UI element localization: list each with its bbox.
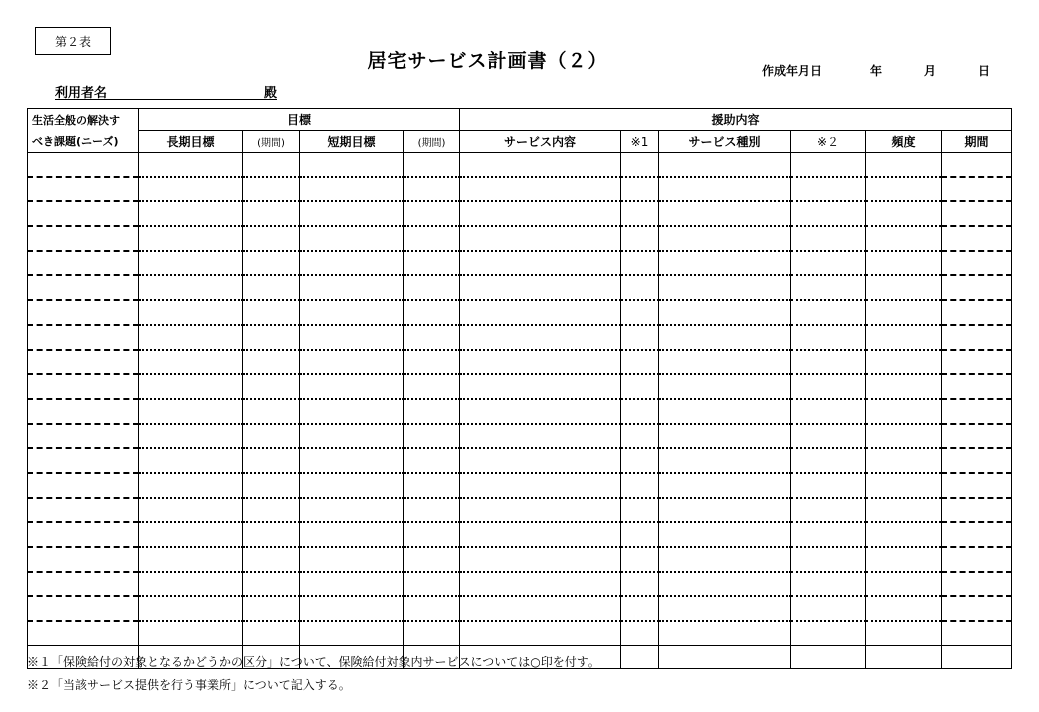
cell-long-term-goal[interactable] — [139, 498, 243, 523]
cell-period[interactable] — [942, 424, 1012, 449]
cell-long-term-goal[interactable] — [139, 621, 243, 645]
cell-period[interactable] — [942, 645, 1012, 668]
cell-long-term-period[interactable] — [243, 621, 300, 645]
cell-note1[interactable] — [621, 153, 659, 177]
cell-long-term-period[interactable] — [243, 177, 300, 202]
cell-frequency[interactable] — [866, 448, 942, 473]
cell-service-content[interactable] — [460, 522, 621, 547]
cell-short-term-goal[interactable] — [300, 448, 404, 473]
cell-period[interactable] — [942, 473, 1012, 498]
cell-short-term-goal[interactable] — [300, 547, 404, 572]
cell-service-type[interactable] — [659, 473, 791, 498]
cell-long-term-goal[interactable] — [139, 251, 243, 276]
creation-month-label: 月 — [924, 64, 937, 78]
cell-needs[interactable] — [28, 177, 139, 202]
cell-period[interactable] — [942, 251, 1012, 276]
table-row — [28, 522, 1012, 547]
cell-note2[interactable] — [791, 325, 866, 350]
cell-short-term-goal[interactable] — [300, 300, 404, 325]
cell-frequency[interactable] — [866, 498, 942, 523]
cell-period[interactable] — [942, 399, 1012, 424]
cell-frequency[interactable] — [866, 621, 942, 645]
needs-header-line1: 生活全般の解決す — [28, 109, 139, 131]
table-row — [28, 300, 1012, 325]
cell-needs[interactable] — [28, 275, 139, 300]
cell-note1[interactable] — [621, 201, 659, 226]
cell-short-term-period[interactable] — [404, 498, 460, 523]
cell-period[interactable] — [942, 498, 1012, 523]
col-note2: ※２ — [791, 131, 866, 153]
cell-period[interactable] — [942, 177, 1012, 202]
cell-note1[interactable] — [621, 275, 659, 300]
cell-short-term-goal[interactable] — [300, 374, 404, 399]
table-row — [28, 498, 1012, 523]
cell-service-content[interactable] — [460, 226, 621, 251]
cell-period[interactable] — [942, 374, 1012, 399]
cell-frequency[interactable] — [866, 300, 942, 325]
table-row — [28, 325, 1012, 350]
cell-needs[interactable] — [28, 325, 139, 350]
footnote-1: ※１「保険給付の対象となるかどうかの区分」について、保険給付対象内サービスについては○印を付す。 — [27, 655, 600, 669]
cell-note1[interactable] — [621, 645, 659, 668]
cell-long-term-goal[interactable] — [139, 473, 243, 498]
table-row — [28, 572, 1012, 597]
table-row — [28, 448, 1012, 473]
table-body — [28, 153, 1012, 669]
cell-long-term-goal[interactable] — [139, 596, 243, 621]
cell-long-term-goal[interactable] — [139, 547, 243, 572]
cell-note2[interactable] — [791, 596, 866, 621]
cell-note2[interactable] — [791, 153, 866, 177]
cell-service-content[interactable] — [460, 275, 621, 300]
form-number: 第２表 — [54, 34, 91, 49]
cell-needs[interactable] — [28, 596, 139, 621]
cell-needs[interactable] — [28, 226, 139, 251]
cell-long-term-goal[interactable] — [139, 350, 243, 375]
cell-period[interactable] — [942, 448, 1012, 473]
cell-short-term-period[interactable] — [404, 424, 460, 449]
col-long-term-goal: 長期目標 — [139, 131, 243, 153]
cell-service-type[interactable] — [659, 325, 791, 350]
table-row — [28, 275, 1012, 300]
needs-header-line2: べき課題(ニーズ) — [28, 131, 139, 153]
cell-period[interactable] — [942, 596, 1012, 621]
col-period: 期間 — [942, 131, 1012, 153]
cell-long-term-period[interactable] — [243, 522, 300, 547]
cell-needs[interactable] — [28, 522, 139, 547]
cell-note1[interactable] — [621, 448, 659, 473]
cell-note1[interactable] — [621, 325, 659, 350]
cell-frequency[interactable] — [866, 374, 942, 399]
goals-group-header: 目標 — [139, 109, 460, 131]
cell-short-term-goal[interactable] — [300, 153, 404, 177]
cell-service-type[interactable] — [659, 399, 791, 424]
cell-needs[interactable] — [28, 201, 139, 226]
cell-frequency[interactable] — [866, 350, 942, 375]
cell-service-type[interactable] — [659, 153, 791, 177]
cell-note2[interactable] — [791, 300, 866, 325]
cell-service-type[interactable] — [659, 275, 791, 300]
table-row — [28, 177, 1012, 202]
header-row-group — [28, 109, 1012, 131]
cell-long-term-goal[interactable] — [139, 522, 243, 547]
cell-short-term-period[interactable] — [404, 572, 460, 597]
support-group-header: 援助内容 — [460, 109, 1012, 131]
cell-short-term-goal[interactable] — [300, 572, 404, 597]
cell-frequency[interactable] — [866, 226, 942, 251]
cell-service-type[interactable] — [659, 251, 791, 276]
cell-short-term-goal[interactable] — [300, 350, 404, 375]
table-row — [28, 473, 1012, 498]
cell-service-content[interactable] — [460, 424, 621, 449]
cell-long-term-period[interactable] — [243, 448, 300, 473]
cell-short-term-period[interactable] — [404, 251, 460, 276]
cell-service-content[interactable] — [460, 547, 621, 572]
cell-long-term-period[interactable] — [243, 325, 300, 350]
cell-note1[interactable] — [621, 572, 659, 597]
cell-service-content[interactable] — [460, 177, 621, 202]
cell-short-term-period[interactable] — [404, 621, 460, 645]
cell-short-term-period[interactable] — [404, 448, 460, 473]
table-row — [28, 251, 1012, 276]
cell-short-term-period[interactable] — [404, 325, 460, 350]
table-row — [28, 350, 1012, 375]
table-row — [28, 547, 1012, 572]
cell-note1[interactable] — [621, 473, 659, 498]
cell-service-content[interactable] — [460, 399, 621, 424]
cell-note2[interactable] — [791, 645, 866, 668]
cell-note1[interactable] — [621, 621, 659, 645]
cell-period[interactable] — [942, 275, 1012, 300]
cell-frequency[interactable] — [866, 399, 942, 424]
cell-needs[interactable] — [28, 251, 139, 276]
col-short-term-goal: 短期目標 — [300, 131, 404, 153]
cell-service-type[interactable] — [659, 424, 791, 449]
cell-frequency[interactable] — [866, 522, 942, 547]
cell-service-type[interactable] — [659, 226, 791, 251]
cell-frequency[interactable] — [866, 275, 942, 300]
table-row — [28, 374, 1012, 399]
cell-short-term-period[interactable] — [404, 596, 460, 621]
cell-long-term-period[interactable] — [243, 547, 300, 572]
col-long-term-period: (期間) — [243, 131, 300, 153]
cell-long-term-goal[interactable] — [139, 201, 243, 226]
cell-period[interactable] — [942, 300, 1012, 325]
cell-note1[interactable] — [621, 374, 659, 399]
cell-service-content[interactable] — [460, 374, 621, 399]
cell-short-term-goal[interactable] — [300, 399, 404, 424]
cell-short-term-period[interactable] — [404, 374, 460, 399]
cell-short-term-goal[interactable] — [300, 498, 404, 523]
cell-long-term-goal[interactable] — [139, 177, 243, 202]
cell-period[interactable] — [942, 325, 1012, 350]
user-name-field[interactable] — [55, 82, 277, 100]
cell-short-term-goal[interactable] — [300, 473, 404, 498]
table-row — [28, 153, 1012, 177]
cell-long-term-period[interactable] — [243, 399, 300, 424]
cell-long-term-period[interactable] — [243, 424, 300, 449]
cell-note1[interactable] — [621, 547, 659, 572]
cell-service-content[interactable] — [460, 300, 621, 325]
cell-frequency[interactable] — [866, 424, 942, 449]
cell-note2[interactable] — [791, 251, 866, 276]
cell-long-term-period[interactable] — [243, 498, 300, 523]
cell-period[interactable] — [942, 350, 1012, 375]
cell-long-term-period[interactable] — [243, 473, 300, 498]
cell-long-term-goal[interactable] — [139, 374, 243, 399]
cell-short-term-period[interactable] — [404, 473, 460, 498]
cell-service-type[interactable] — [659, 177, 791, 202]
cell-needs[interactable] — [28, 424, 139, 449]
cell-service-type[interactable] — [659, 374, 791, 399]
cell-short-term-period[interactable] — [404, 153, 460, 177]
creation-year-label: 年 — [870, 64, 883, 78]
cell-frequency[interactable] — [866, 572, 942, 597]
cell-needs[interactable] — [28, 350, 139, 375]
cell-service-content[interactable] — [460, 498, 621, 523]
cell-service-content[interactable] — [460, 201, 621, 226]
cell-needs[interactable] — [28, 300, 139, 325]
cell-period[interactable] — [942, 522, 1012, 547]
cell-note1[interactable] — [621, 226, 659, 251]
cell-long-term-period[interactable] — [243, 251, 300, 276]
cell-note2[interactable] — [791, 572, 866, 597]
table-row — [28, 621, 1012, 645]
cell-service-content[interactable] — [460, 325, 621, 350]
table-row — [28, 399, 1012, 424]
cell-frequency[interactable] — [866, 325, 942, 350]
col-short-term-period: (期間) — [404, 131, 460, 153]
cell-service-content[interactable] — [460, 251, 621, 276]
cell-service-type[interactable] — [659, 645, 791, 668]
cell-short-term-goal[interactable] — [300, 424, 404, 449]
cell-needs[interactable] — [28, 621, 139, 645]
col-frequency: 頻度 — [866, 131, 942, 153]
cell-needs[interactable] — [28, 448, 139, 473]
cell-service-type[interactable] — [659, 498, 791, 523]
cell-long-term-goal[interactable] — [139, 424, 243, 449]
document-title: 居宅サービス計画書（２） — [367, 50, 608, 72]
cell-frequency[interactable] — [866, 177, 942, 202]
cell-long-term-period[interactable] — [243, 226, 300, 251]
cell-long-term-goal[interactable] — [139, 572, 243, 597]
footnote-2: ※２「当該サービス提供を行う事業所」について記入する。 — [27, 678, 351, 692]
cell-long-term-period[interactable] — [243, 350, 300, 375]
cell-service-type[interactable] — [659, 201, 791, 226]
cell-service-content[interactable] — [460, 572, 621, 597]
cell-service-content[interactable] — [460, 448, 621, 473]
cell-long-term-period[interactable] — [243, 300, 300, 325]
cell-long-term-goal[interactable] — [139, 325, 243, 350]
cell-note1[interactable] — [621, 177, 659, 202]
cell-service-content[interactable] — [460, 153, 621, 177]
cell-frequency[interactable] — [866, 547, 942, 572]
cell-frequency[interactable] — [866, 153, 942, 177]
cell-short-term-goal[interactable] — [300, 177, 404, 202]
cell-note1[interactable] — [621, 300, 659, 325]
cell-service-type[interactable] — [659, 300, 791, 325]
cell-short-term-period[interactable] — [404, 226, 460, 251]
cell-needs[interactable] — [28, 547, 139, 572]
cell-long-term-period[interactable] — [243, 596, 300, 621]
cell-service-type[interactable] — [659, 448, 791, 473]
cell-short-term-period[interactable] — [404, 300, 460, 325]
cell-note2[interactable] — [791, 473, 866, 498]
cell-long-term-goal[interactable] — [139, 226, 243, 251]
cell-service-content[interactable] — [460, 596, 621, 621]
cell-frequency[interactable] — [866, 596, 942, 621]
cell-short-term-goal[interactable] — [300, 201, 404, 226]
cell-long-term-period[interactable] — [243, 572, 300, 597]
cell-service-type[interactable] — [659, 547, 791, 572]
cell-service-type[interactable] — [659, 572, 791, 597]
cell-service-type[interactable] — [659, 522, 791, 547]
cell-note1[interactable] — [621, 424, 659, 449]
cell-short-term-goal[interactable] — [300, 226, 404, 251]
cell-short-term-goal[interactable] — [300, 275, 404, 300]
cell-short-term-period[interactable] — [404, 547, 460, 572]
cell-note2[interactable] — [791, 448, 866, 473]
cell-period[interactable] — [942, 153, 1012, 177]
cell-frequency[interactable] — [866, 201, 942, 226]
cell-service-type[interactable] — [659, 596, 791, 621]
table-row — [28, 596, 1012, 621]
col-note1: ※1 — [621, 131, 659, 153]
cell-note2[interactable] — [791, 226, 866, 251]
cell-frequency[interactable] — [866, 251, 942, 276]
cell-note2[interactable] — [791, 498, 866, 523]
header-row-columns — [28, 131, 1012, 153]
cell-long-term-period[interactable] — [243, 201, 300, 226]
table-row — [28, 226, 1012, 251]
cell-needs[interactable] — [28, 572, 139, 597]
user-name-label: 利用者名 — [55, 86, 108, 101]
cell-note2[interactable] — [791, 424, 866, 449]
cell-needs[interactable] — [28, 473, 139, 498]
cell-note1[interactable] — [621, 251, 659, 276]
cell-period[interactable] — [942, 572, 1012, 597]
cell-note1[interactable] — [621, 596, 659, 621]
cell-note2[interactable] — [791, 522, 866, 547]
cell-note1[interactable] — [621, 399, 659, 424]
creation-date-label: 作成年月日 — [762, 64, 823, 78]
cell-long-term-goal[interactable] — [139, 153, 243, 177]
care-plan-table — [27, 108, 1012, 669]
cell-service-type[interactable] — [659, 350, 791, 375]
cell-note2[interactable] — [791, 201, 866, 226]
cell-short-term-period[interactable] — [404, 522, 460, 547]
cell-period[interactable] — [942, 621, 1012, 645]
cell-service-content[interactable] — [460, 350, 621, 375]
cell-long-term-goal[interactable] — [139, 275, 243, 300]
col-service-type: サービス種別 — [659, 131, 791, 153]
cell-period[interactable] — [942, 547, 1012, 572]
cell-long-term-period[interactable] — [243, 374, 300, 399]
cell-note2[interactable] — [791, 350, 866, 375]
user-name-suffix: 殿 — [263, 86, 277, 101]
cell-short-term-goal[interactable] — [300, 325, 404, 350]
cell-long-term-goal[interactable] — [139, 399, 243, 424]
cell-note2[interactable] — [791, 547, 866, 572]
cell-needs[interactable] — [28, 153, 139, 177]
cell-note1[interactable] — [621, 498, 659, 523]
cell-long-term-period[interactable] — [243, 275, 300, 300]
cell-note2[interactable] — [791, 621, 866, 645]
cell-short-term-goal[interactable] — [300, 251, 404, 276]
cell-period[interactable] — [942, 201, 1012, 226]
cell-short-term-period[interactable] — [404, 399, 460, 424]
creation-day-label: 日 — [978, 64, 991, 78]
cell-needs[interactable] — [28, 374, 139, 399]
cell-short-term-period[interactable] — [404, 350, 460, 375]
cell-frequency[interactable] — [866, 473, 942, 498]
cell-note2[interactable] — [791, 374, 866, 399]
table-row — [28, 424, 1012, 449]
cell-frequency[interactable] — [866, 645, 942, 668]
cell-note2[interactable] — [791, 275, 866, 300]
cell-needs[interactable] — [28, 399, 139, 424]
table-row — [28, 201, 1012, 226]
cell-short-term-goal[interactable] — [300, 522, 404, 547]
cell-note1[interactable] — [621, 522, 659, 547]
cell-short-term-goal[interactable] — [300, 621, 404, 645]
cell-note2[interactable] — [791, 177, 866, 202]
cell-service-content[interactable] — [460, 473, 621, 498]
cell-short-term-goal[interactable] — [300, 596, 404, 621]
col-service-content: サービス内容 — [460, 131, 621, 153]
cell-short-term-period[interactable] — [404, 177, 460, 202]
cell-service-type[interactable] — [659, 621, 791, 645]
cell-needs[interactable] — [28, 498, 139, 523]
cell-long-term-goal[interactable] — [139, 300, 243, 325]
cell-long-term-period[interactable] — [243, 153, 300, 177]
cell-note2[interactable] — [791, 399, 866, 424]
cell-long-term-goal[interactable] — [139, 448, 243, 473]
cell-service-content[interactable] — [460, 621, 621, 645]
cell-short-term-period[interactable] — [404, 275, 460, 300]
cell-short-term-period[interactable] — [404, 201, 460, 226]
cell-period[interactable] — [942, 226, 1012, 251]
cell-note1[interactable] — [621, 350, 659, 375]
